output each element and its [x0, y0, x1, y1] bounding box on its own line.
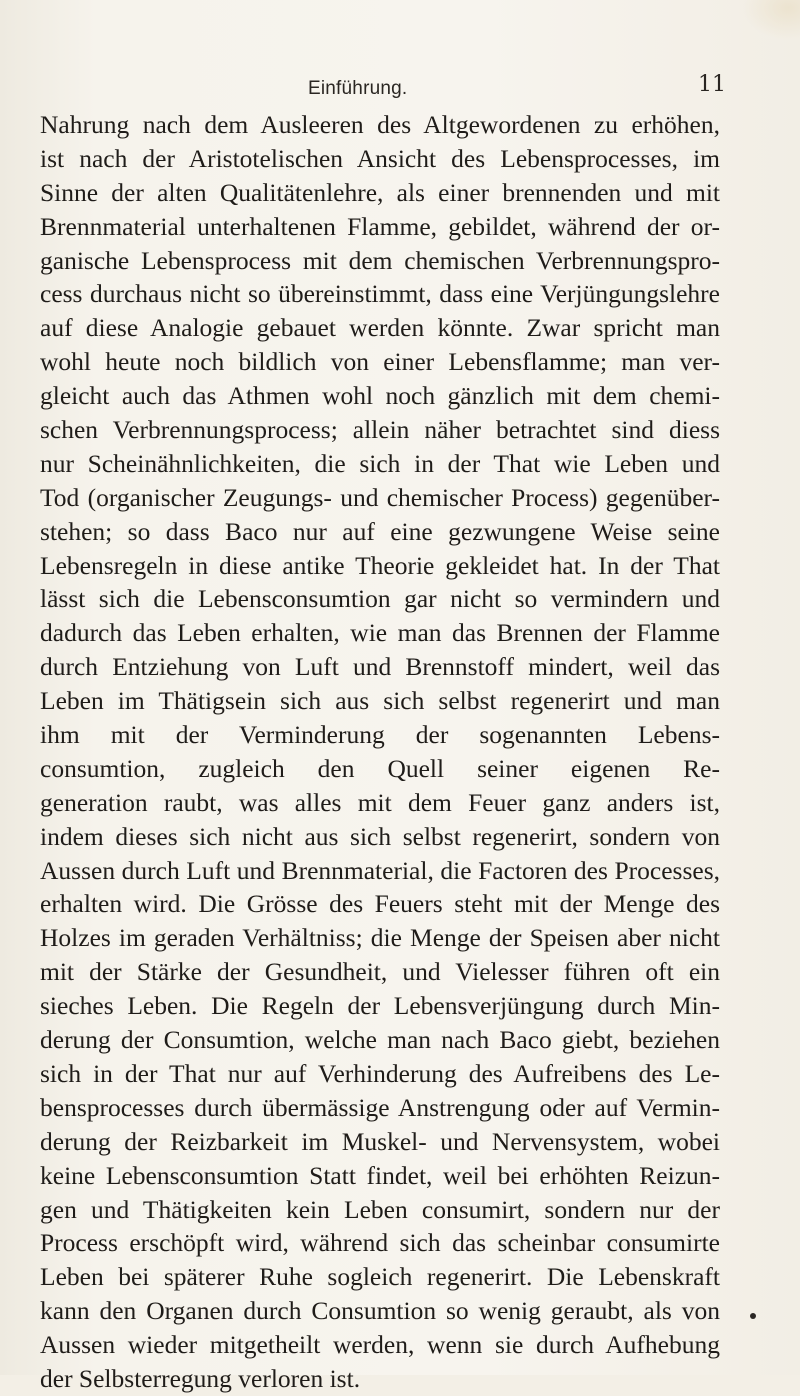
text-line: Nahrung nach dem Ausleeren des Altgewordenen zu erhöhen, — [40, 110, 720, 139]
body-text — [40, 108, 720, 1396]
text-line: ist nach der Aristotelischen Ansicht des Lebensprocesses, im — [40, 143, 720, 173]
text-line: Brennmaterial unterhaltenen Flamme, gebildet, während der or- — [40, 211, 720, 241]
text-line: Leben im Thätigsein sich aus sich selbst regenerirt und man — [40, 686, 720, 716]
text-line: Lebensregeln in diese antike Theorie gekleidet hat. In der That — [40, 550, 720, 580]
text-line: durch Entziehung von Luft und Brennstoff mindert, weil das — [40, 652, 720, 682]
text-line: schen Verbrennungsprocess; allein näher betrachtet sind diess — [40, 415, 720, 445]
text-line: sich in der That nur auf Verhinderung des Aufreibens des Le- — [40, 1058, 720, 1088]
text-line: bensprocesses durch übermässige Anstrengung oder auf Vermin- — [40, 1092, 720, 1122]
text-line: generation raubt, was alles mit dem Feuer ganz anders ist, — [40, 787, 720, 817]
text-line: consumtion, zugleich den Quell seiner eigenen Re- — [40, 753, 720, 783]
text-line: mit der Stärke der Gesundheit, und Vielesser führen oft ein — [40, 957, 720, 987]
text-line: derung der Reizbarkeit im Muskel- und Nervensystem, wobei — [40, 1126, 720, 1156]
text-line: kann den Organen durch Consumtion so wenig geraubt, als von — [40, 1296, 720, 1326]
text-line: sieches Leben. Die Regeln der Lebensverjüngung durch Min- — [40, 991, 720, 1021]
text-line: cess durchaus nicht so übereinstimmt, dass eine Verjüngungslehre — [40, 279, 720, 309]
text-line: Tod (organischer Zeugungs- und chemischer Process) gegenüber- — [40, 482, 720, 512]
text-line: Aussen wieder mitgetheilt werden, wenn sie durch Aufhebung — [40, 1330, 720, 1360]
text-line: Sinne der alten Qualitätenlehre, als einer brennenden und mit — [40, 177, 720, 207]
text-line: dadurch das Leben erhalten, wie man das Brennen der Flamme — [40, 618, 720, 648]
text-line: auf diese Analogie gebauet werden könnte. Zwar spricht man — [40, 313, 720, 343]
text-line: wohl heute noch bildlich von einer Lebensflamme; man ver- — [40, 347, 720, 377]
text-line: ganische Lebensprocess mit dem chemischen Verbrennungspro- — [40, 245, 720, 275]
text-line: derung der Consumtion, welche man nach Baco giebt, beziehen — [40, 1025, 720, 1055]
text-line-last: der Selbsterregung verloren ist. — [40, 1363, 361, 1393]
paper-stain — [742, 0, 800, 40]
text-line: Leben bei späterer Ruhe sogleich regenerirt. Die Lebenskraft — [40, 1262, 720, 1292]
text-line: lässt sich die Lebensconsumtion gar nicht so vermindern und — [40, 584, 720, 614]
running-title: Einführung. — [308, 78, 408, 99]
text-line: indem dieses sich nicht aus sich selbst regenerirt, sondern von — [40, 821, 720, 851]
text-line: Holzes im geraden Verhältniss; die Menge der Speisen aber nicht — [40, 923, 720, 953]
margin-mark — [750, 1313, 756, 1319]
page-number: 11 — [698, 72, 726, 97]
text-line: gen und Thätigkeiten kein Leben consumirt, sondern nur der — [40, 1194, 720, 1224]
text-line: Process erschöpft wird, während sich das scheinbar consumirte — [40, 1228, 720, 1258]
text-line: erhalten wird. Die Grösse des Feuers steht mit der Menge des — [40, 889, 720, 919]
text-line: Aussen durch Luft und Brennmaterial, die Factoren des Processes, — [40, 855, 720, 885]
text-line: gleicht auch das Athmen wohl noch gänzlich mit dem chemi- — [40, 381, 720, 411]
text-line: ihm mit der Verminderung der sogenannten Lebens- — [40, 720, 720, 750]
text-line: keine Lebensconsumtion Statt findet, weil bei erhöhten Reizun- — [40, 1160, 720, 1190]
text-line: stehen; so dass Baco nur auf eine gezwungene Weise seine — [40, 516, 720, 546]
text-line: nur Scheinähnlichkeiten, die sich in der That wie Leben und — [40, 448, 720, 478]
